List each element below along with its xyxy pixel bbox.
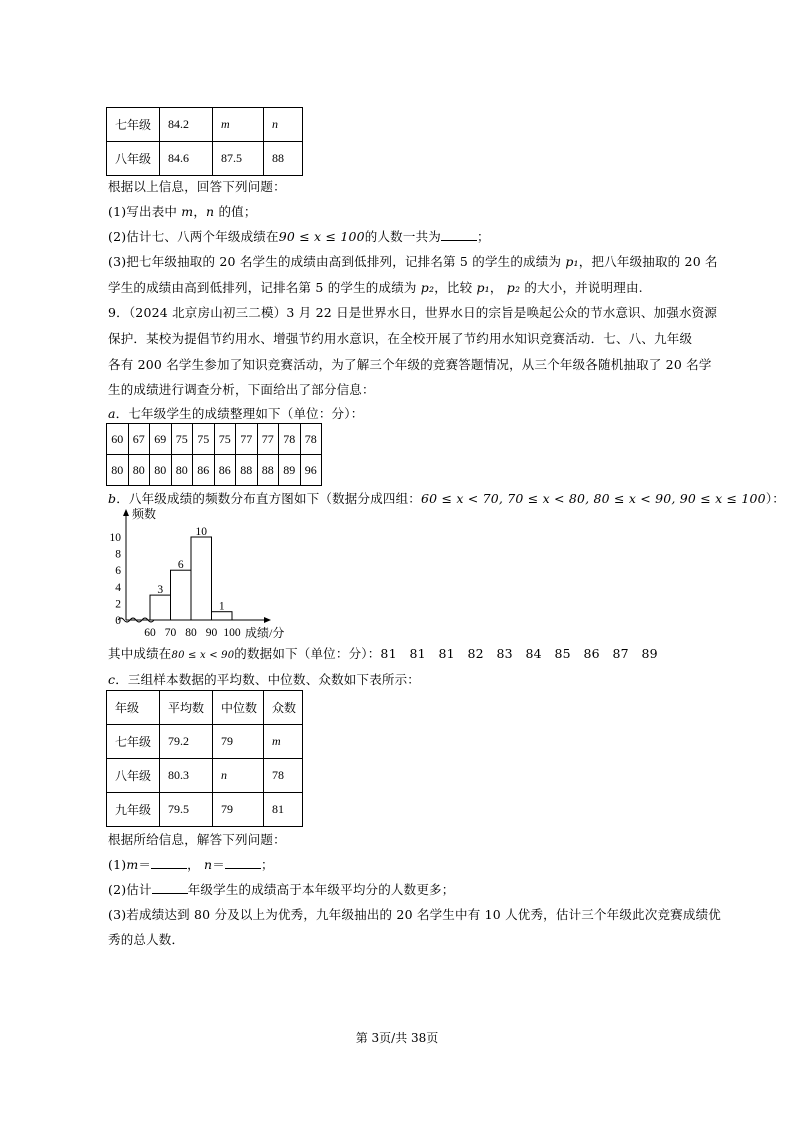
table-row [107,424,322,455]
score-cell: 80 [128,455,150,486]
score-cell: 80 [150,455,172,486]
text: 的人数一共为 [364,229,441,244]
bar-value-label: 6 [177,559,184,572]
table-cell: 88 [264,142,303,176]
var-p2: p₂ [420,280,435,295]
table-cell: m [264,725,303,759]
y-tick-label: 6 [115,565,121,578]
x-tick-label: 60 [144,627,156,639]
y-tick-label: 8 [115,548,121,561]
q9-item-b [108,489,785,507]
text: ．八年级成绩的频数分布直方图如下（数据分成四组： [116,491,422,506]
histogram-bar [171,570,192,620]
math-groups: 60 ≤ x < 70, 70 ≤ x < 80, 80 ≤ x < 90, 90 ≤ x ≤ 100 [421,491,766,506]
score-cell: 67 [128,424,150,455]
score-cell: 69 [150,424,172,455]
table-cell: m [213,108,264,142]
table-row [107,759,303,793]
y-tick-label: 2 [115,598,121,611]
bar-value-label: 1 [218,600,225,613]
score-cell: 96 [300,455,322,486]
histogram-bar [191,537,212,620]
text: ，把八年级抽取的 20 名 [578,254,718,269]
q9-answer2 [108,880,454,898]
text: 学生的成绩由高到低排列，记排名第 5 的学生的成绩为 [108,280,421,295]
text: (3)把七年级抽取的 20 名学生的成绩由高到低排列，记排名第 5 的学生的成绩为 [108,254,566,269]
var-p2: p₂ [506,280,521,295]
answer-blank-n[interactable] [225,857,261,869]
y-tick-label: 4 [115,581,121,594]
math-range: 90 ≤ x ≤ 100 [278,229,365,244]
table-row [107,455,322,486]
histogram-bar [212,612,233,620]
table-cell: 84.6 [160,142,213,176]
table-cell: 81 [264,793,303,827]
q9-ask: 根据所给信息，解答下列问题： [108,832,286,847]
q9-answer3-line2: 秀的总人数． [108,932,185,947]
table-cell: 八年级 [107,142,160,176]
table-row [107,142,303,176]
text: (2)估计 [108,882,152,897]
q9-line2: 保护．某校为提倡节约用水、增强节约用水意识，在全校开展了节约用水知识竞赛活动．七、八、九年级 [108,331,693,346]
q9-item-c [108,670,420,688]
score-cell: 86 [214,455,236,486]
text: (1)写出表中 [108,204,182,219]
table-cell: 79.2 [160,725,213,759]
score-cell: 78 [300,424,322,455]
y-axis-arrow [123,509,129,516]
text: ）： [765,491,785,506]
q8-part1 [108,202,257,220]
q9-answer3-line1: (3)若成绩达到 80 分及以上为优秀，九年级抽出的 20 名学生中有 10 人优秀，估计三个年级此次竞赛成绩优 [108,907,721,922]
table-cell: 87.5 [213,142,264,176]
score-cell: 77 [257,424,279,455]
table-header-row [107,691,303,725]
text: ， [489,280,507,295]
table-cell: 七年级 [107,108,160,142]
score-cell: 75 [214,424,236,455]
y-axis-label: 频数 [132,507,157,521]
x-tick-label: 100 [223,627,241,639]
table-cell: 80.3 [160,759,213,793]
score-cell: 80 [107,455,129,486]
score-cell: 89 [279,455,301,486]
text: ，比较 [434,280,477,295]
score-cell: 78 [279,424,301,455]
answer-blank-grade[interactable] [152,882,188,894]
score-cell: 88 [236,455,258,486]
header-cell: 众数 [264,691,303,725]
stats-table [106,690,303,827]
bar-value-label: 10 [195,526,207,538]
q9-line1: 9．（2024 北京房山初三二模）3 月 22 日是世界水日，世界水日的宗旨是唤起公众的节水意识、加强水资源 [108,305,718,320]
q8-part3-line2 [108,278,643,296]
answer-blank[interactable] [441,229,477,241]
text: ； [476,229,490,244]
grade7-scores-table [106,423,322,486]
q9-line3: 各有 200 名学生参加了知识竞赛活动，为了解三个年级的竞赛答题情况，从三个年级各随机抽取了 20 名学 [108,357,712,372]
table-row [107,793,303,827]
q8-part2 [108,227,490,245]
score-cell: 80 [171,455,193,486]
q9-answer1 [108,855,274,873]
text: ； [260,857,274,872]
y-tick-label: 10 [109,532,121,544]
score-cell: 86 [193,455,215,486]
x-tick-label: 80 [185,627,197,639]
text: ＝ [138,857,152,872]
table-cell: n [213,759,264,793]
table-cell: n [264,108,303,142]
table-row [107,725,303,759]
var-m: m [181,204,194,219]
x-tick-label: 90 [205,627,218,639]
x-tick-label: 70 [164,627,177,639]
text: ， [187,857,200,872]
frequency-histogram [104,506,334,641]
header-cell: 平均数 [160,691,213,725]
score-cell: 88 [257,455,279,486]
table-cell: 84.2 [160,108,213,142]
q8-part3-line1 [108,252,718,270]
score-cell: 75 [171,424,193,455]
table-cell: 八年级 [107,759,160,793]
grade-summary-table [106,107,303,176]
text: ＝ [212,857,225,872]
table-cell: 78 [264,759,303,793]
var-m: m [126,857,139,872]
text: 其中成绩在 [108,646,172,661]
y-tick-label: 0 [115,615,121,627]
q9-item-a [108,404,363,422]
text: ．七年级学生的成绩整理如下（单位：分）： [115,406,364,421]
text: 的数据如下（单位：分）：81 81 81 82 83 84 85 86 87 89 [234,646,658,661]
label-a: a [108,406,116,421]
score-cell: 77 [236,424,258,455]
var-n: n [206,204,215,219]
page-footer: 第 3页/共 38页 [355,1031,439,1045]
text: ， [193,204,207,219]
header-cell: 中位数 [213,691,264,725]
answer-blank-m[interactable] [151,857,187,869]
table-cell: 79.5 [160,793,213,827]
q9-line4: 生的成绩进行调查分析，下面给出了部分信息： [108,382,375,397]
x-axis-label: 成绩/分 [245,626,285,640]
table-cell: 七年级 [107,725,160,759]
text: 的值； [214,204,257,219]
table-cell: 九年级 [107,793,160,827]
text: 年级学生的成绩高于本年级平均分的人数更多； [187,882,455,897]
table-row [107,108,303,142]
var-p1: p₁ [476,280,490,295]
label-c: c [108,672,116,687]
math-range: 80 ≤ x < 90 [171,650,235,661]
text: 的大小，并说明理由. [520,280,643,295]
var-p1: p₁ [565,254,579,269]
var-n: n [203,857,213,872]
table-cell: 79 [213,725,264,759]
header-cell: 年级 [107,691,160,725]
table-cell: 79 [213,793,264,827]
q8-intro: 根据以上信息，回答下列问题： [108,179,286,194]
score-cell: 60 [107,424,129,455]
bar-value-label: 3 [157,584,164,597]
text: (1) [108,857,127,872]
histogram-bar [150,595,171,620]
score-cell: 75 [193,424,215,455]
label-b: b [108,491,117,506]
text: ．三组样本数据的平均数、中位数、众数如下表所示： [115,672,421,687]
x-axis-arrow [264,617,271,623]
q9-sub-data [108,644,658,662]
text: (2)估计七、八两个年级成绩在 [108,229,279,244]
